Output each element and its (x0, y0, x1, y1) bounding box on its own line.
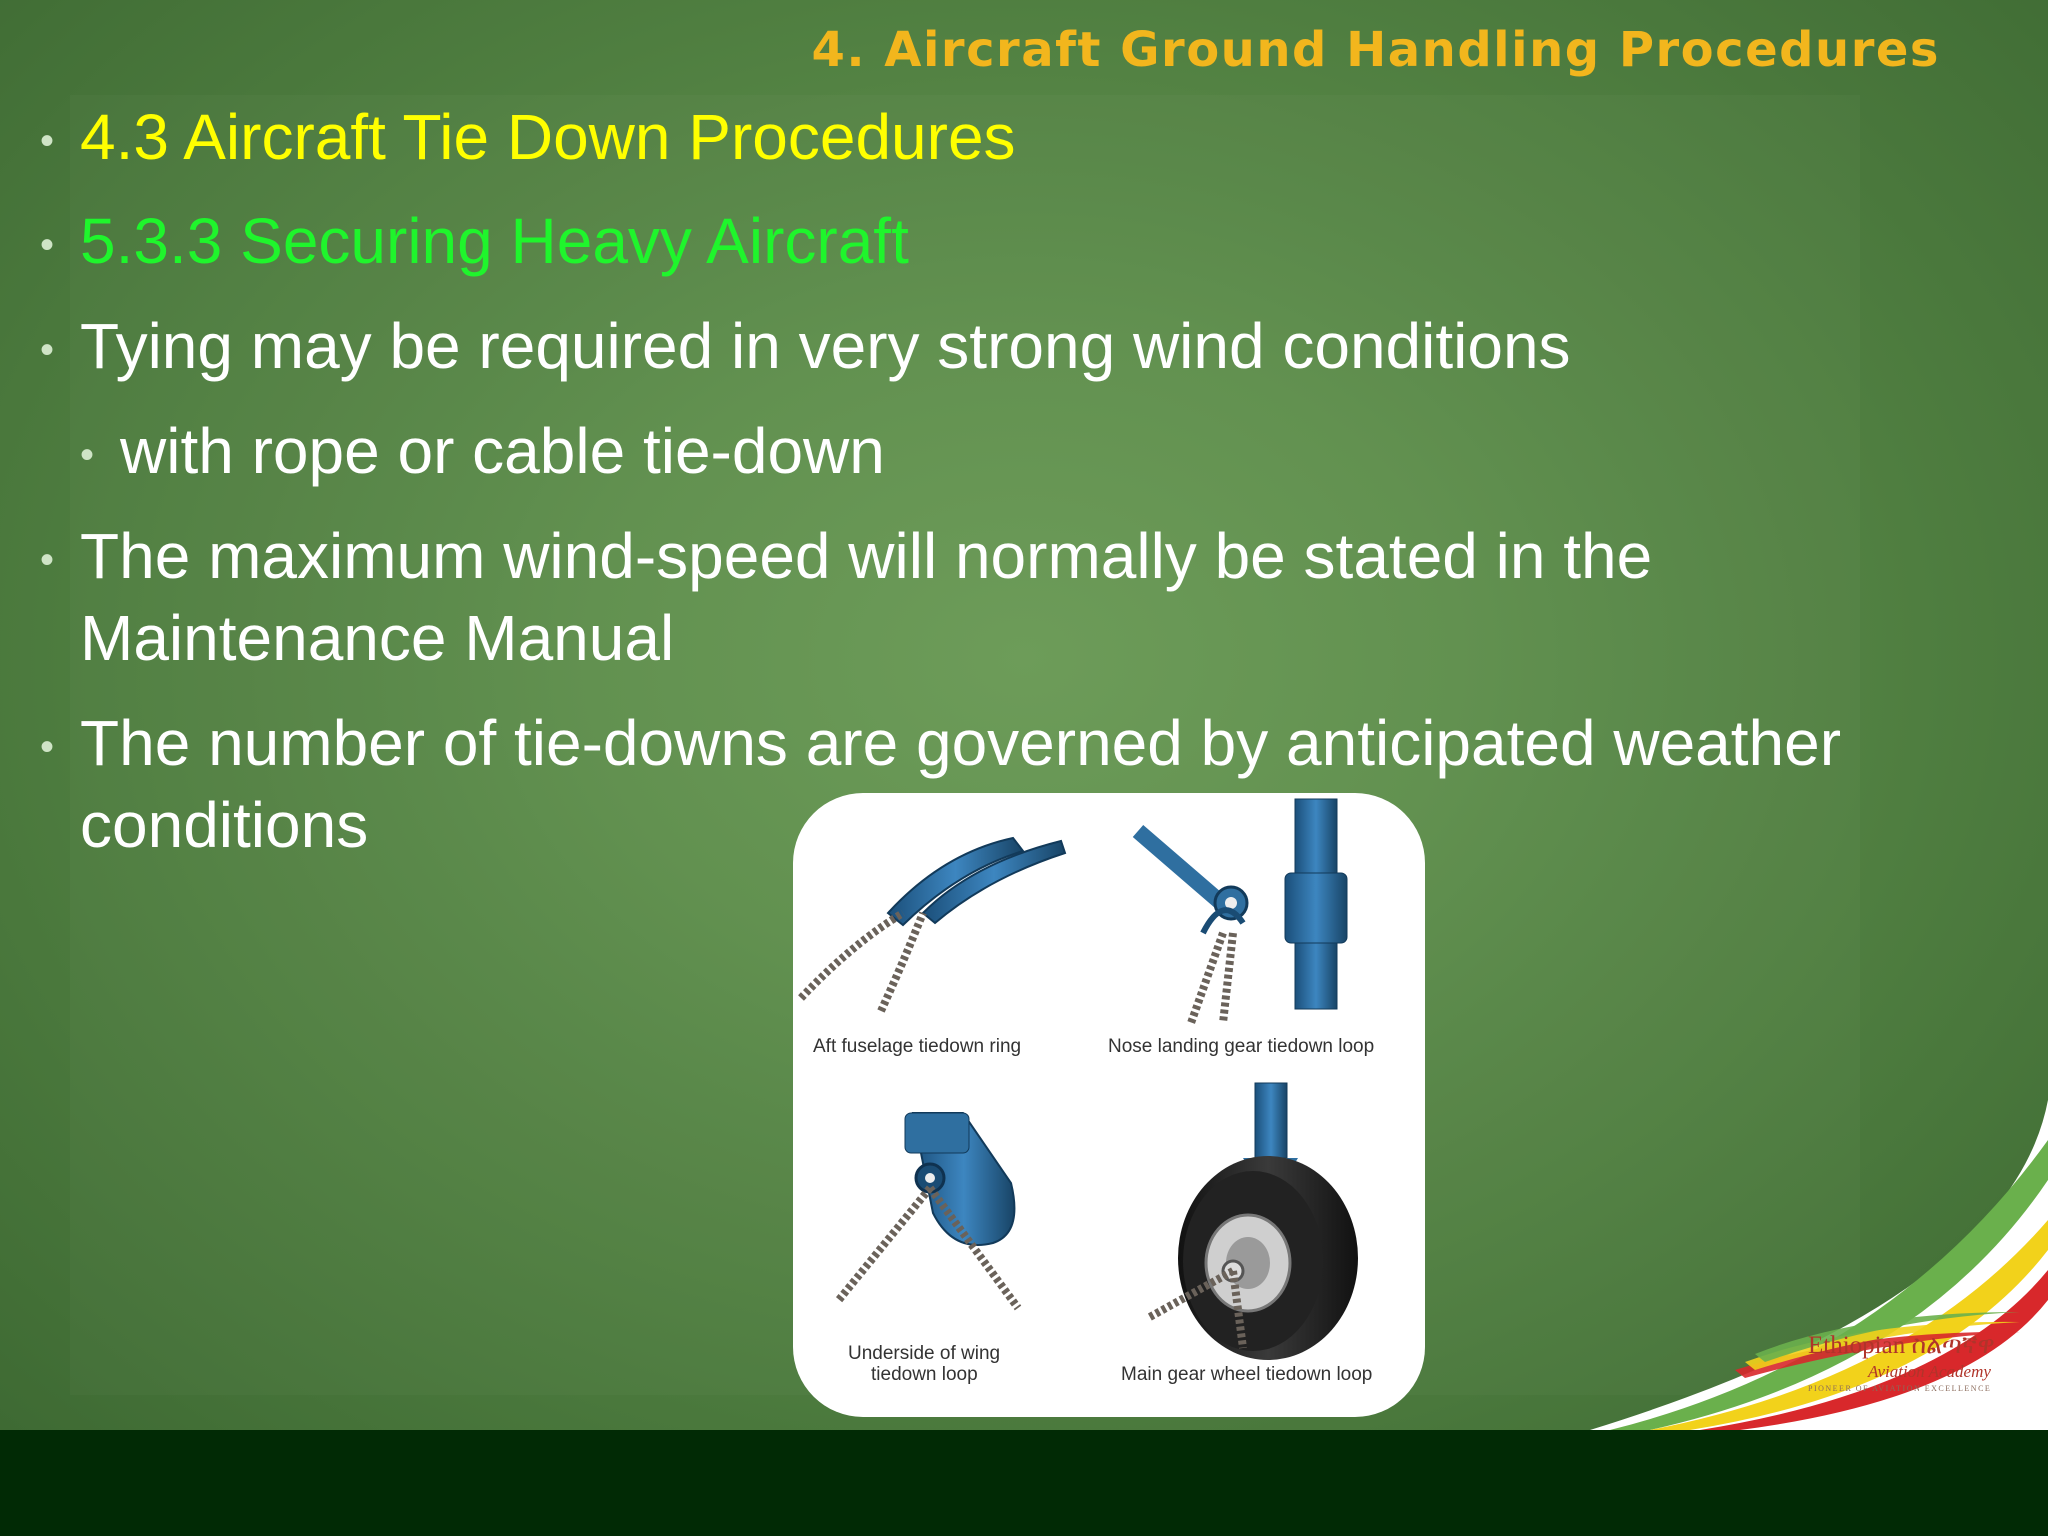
slide-title: 4. Aircraft Ground Handling Procedures (811, 22, 1940, 78)
bullet-dot-icon: • (40, 725, 55, 769)
nose-gear-loop-icon (1138, 799, 1347, 1023)
bullet-item (40, 305, 1571, 387)
bullet-dot-icon: • (40, 223, 55, 267)
caption-main-gear: Main gear wheel tiedown loop (1121, 1364, 1373, 1385)
logo-tagline: PIONEER OF AVIATION EXCELLENCE (1808, 1384, 1992, 1393)
main-gear-wheel-icon (1148, 1083, 1358, 1360)
bullet-dot-icon: • (40, 119, 55, 163)
bullet-text: 5.3.3 Securing Heavy Aircraft (80, 205, 909, 277)
bullet-item (40, 200, 909, 282)
aft-fuselage-ring-icon (801, 838, 1065, 1011)
tiedown-diagram (793, 793, 1425, 1417)
sub-bullet-item (80, 410, 885, 492)
caption-nose-gear: Nose landing gear tiedown loop (1108, 1036, 1375, 1057)
bullet-text: 4.3 Aircraft Tie Down Procedures (80, 101, 1016, 173)
bullet-dot-icon: • (40, 538, 55, 582)
footer-bar (0, 1430, 2048, 1536)
bullet-text: with rope or cable tie-down (120, 415, 885, 487)
bullet-text: Tying may be required in very strong wind conditions (80, 310, 1571, 382)
caption-wing-line1: Underside of wing (848, 1343, 1001, 1364)
ethiopian-aviation-academy-logo (1590, 1100, 2048, 1430)
wing-tiedown-loop-icon (838, 1113, 1018, 1308)
logo-name: Ethiopian ስልጣኛዋ (1808, 1332, 1995, 1359)
bullet-text: The maximum wind-speed will normally be stated in the Maintenance Manual (80, 520, 1653, 674)
tiedown-illustration (793, 793, 1425, 1417)
bullet-item (40, 515, 1800, 679)
bullet-item (40, 96, 1016, 178)
caption-aft-fuselage: Aft fuselage tiedown ring (813, 1036, 1022, 1057)
bullet-text: The number of tie-downs are governed by anticipated weather conditions (80, 707, 1842, 861)
bullet-dot-icon: • (80, 433, 95, 477)
bullet-dot-icon: • (40, 328, 55, 372)
logo-subtitle: Aviation Academy (1868, 1362, 1991, 1381)
caption-wing-line2: tiedown loop (871, 1364, 978, 1385)
